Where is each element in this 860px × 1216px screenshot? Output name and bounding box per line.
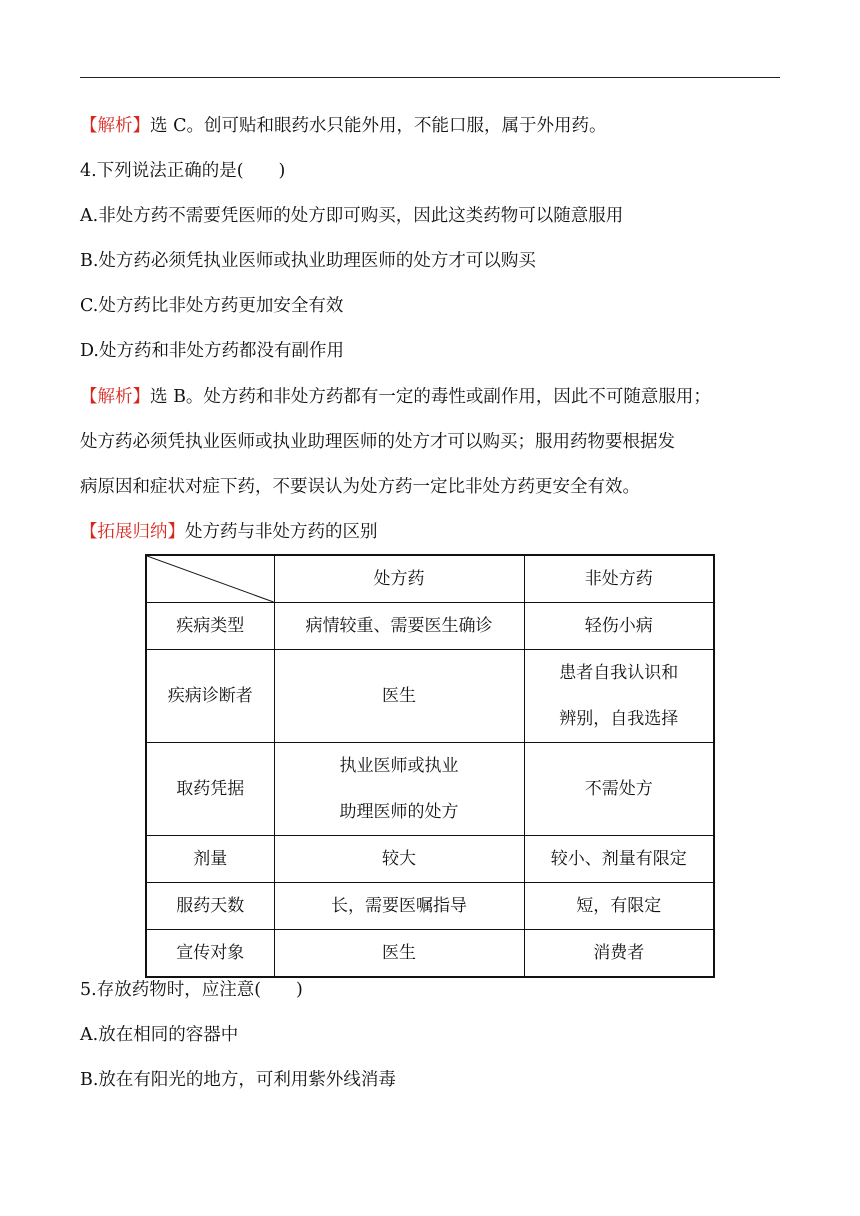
otc-cell: 短，有限定 xyxy=(524,883,714,930)
table-row xyxy=(146,743,714,836)
header-rule xyxy=(80,77,780,78)
diagonal-line xyxy=(147,556,274,602)
extension-heading xyxy=(80,520,378,544)
rx-cell: 长，需要医嘱指导 xyxy=(274,883,524,930)
otc-cell: 消费者 xyxy=(524,930,714,978)
question-4-option-c: C.处方药比非处方药更加安全有效 xyxy=(80,296,344,316)
rx-cell: 病情较重、需要医生确诊 xyxy=(274,603,524,650)
otc-cell-line: 辨别，自我选择 xyxy=(559,709,679,729)
row-label: 疾病类型 xyxy=(146,603,274,650)
otc-cell: 不需处方 xyxy=(524,743,714,836)
comparison-table-wrap xyxy=(145,554,715,978)
table-row xyxy=(146,836,714,883)
extension-title: 处方药与非处方药的区别 xyxy=(185,522,378,542)
question-5-option-b: B.放在有阳光的地方，可利用紫外线消毒 xyxy=(80,1070,396,1090)
otc-cell-line: 患者自我认识和 xyxy=(559,663,679,683)
row-label: 剂量 xyxy=(146,836,274,883)
rx-cell-line: 执业医师或执业 xyxy=(339,756,459,776)
table-header-otc: 非处方药 xyxy=(524,555,714,603)
table-row xyxy=(146,930,714,978)
question-5-stem: 5.存放药物时，应注意( ) xyxy=(80,980,303,1000)
analysis-4-line-1 xyxy=(80,385,711,409)
otc-cell: 轻伤小病 xyxy=(524,603,714,650)
comparison-table xyxy=(145,554,715,978)
question-4-stem: 4.下列说法正确的是( ) xyxy=(80,161,286,181)
analysis-text: 选 C。创可贴和眼药水只能外用，不能口服，属于外用药。 xyxy=(150,116,607,136)
question-5-option-a: A.放在相同的容器中 xyxy=(80,1025,239,1045)
analysis-text: 选 B。处方药和非处方药都有一定的毒性或副作用，因此不可随意服用； xyxy=(150,387,711,407)
rx-cell xyxy=(274,743,524,836)
rx-cell: 较大 xyxy=(274,836,524,883)
row-label: 宣传对象 xyxy=(146,930,274,978)
table-row xyxy=(146,603,714,650)
question-4-option-b: B.处方药必须凭执业医师或执业助理医师的处方才可以购买 xyxy=(80,251,536,271)
otc-cell xyxy=(524,650,714,743)
otc-cell: 较小、剂量有限定 xyxy=(524,836,714,883)
analysis-tag: 【解析】 xyxy=(80,116,150,136)
table-row xyxy=(146,883,714,930)
analysis-4-line-2: 处方药必须凭执业医师或执业助理医师的处方才可以购买；服用药物要根据发 xyxy=(80,432,675,452)
row-label: 疾病诊断者 xyxy=(146,650,274,743)
analysis-4-line-3: 病原因和症状对症下药，不要误认为处方药一定比非处方药更安全有效。 xyxy=(80,477,640,497)
rx-cell: 医生 xyxy=(274,930,524,978)
extension-tag: 【拓展归纳】 xyxy=(80,522,185,542)
table-corner-cell xyxy=(146,555,274,603)
analysis-tag: 【解析】 xyxy=(80,387,150,407)
rx-cell: 医生 xyxy=(274,650,524,743)
question-4-option-a: A.非处方药不需要凭医师的处方即可购买，因此这类药物可以随意服用 xyxy=(80,206,624,226)
table-header-row xyxy=(146,555,714,603)
row-label: 取药凭据 xyxy=(146,743,274,836)
question-4-option-d: D.处方药和非处方药都没有副作用 xyxy=(80,341,344,361)
table-row xyxy=(146,650,714,743)
analysis-3 xyxy=(80,114,606,138)
table-header-rx: 处方药 xyxy=(274,555,524,603)
rx-cell-line: 助理医师的处方 xyxy=(339,802,459,822)
row-label: 服药天数 xyxy=(146,883,274,930)
